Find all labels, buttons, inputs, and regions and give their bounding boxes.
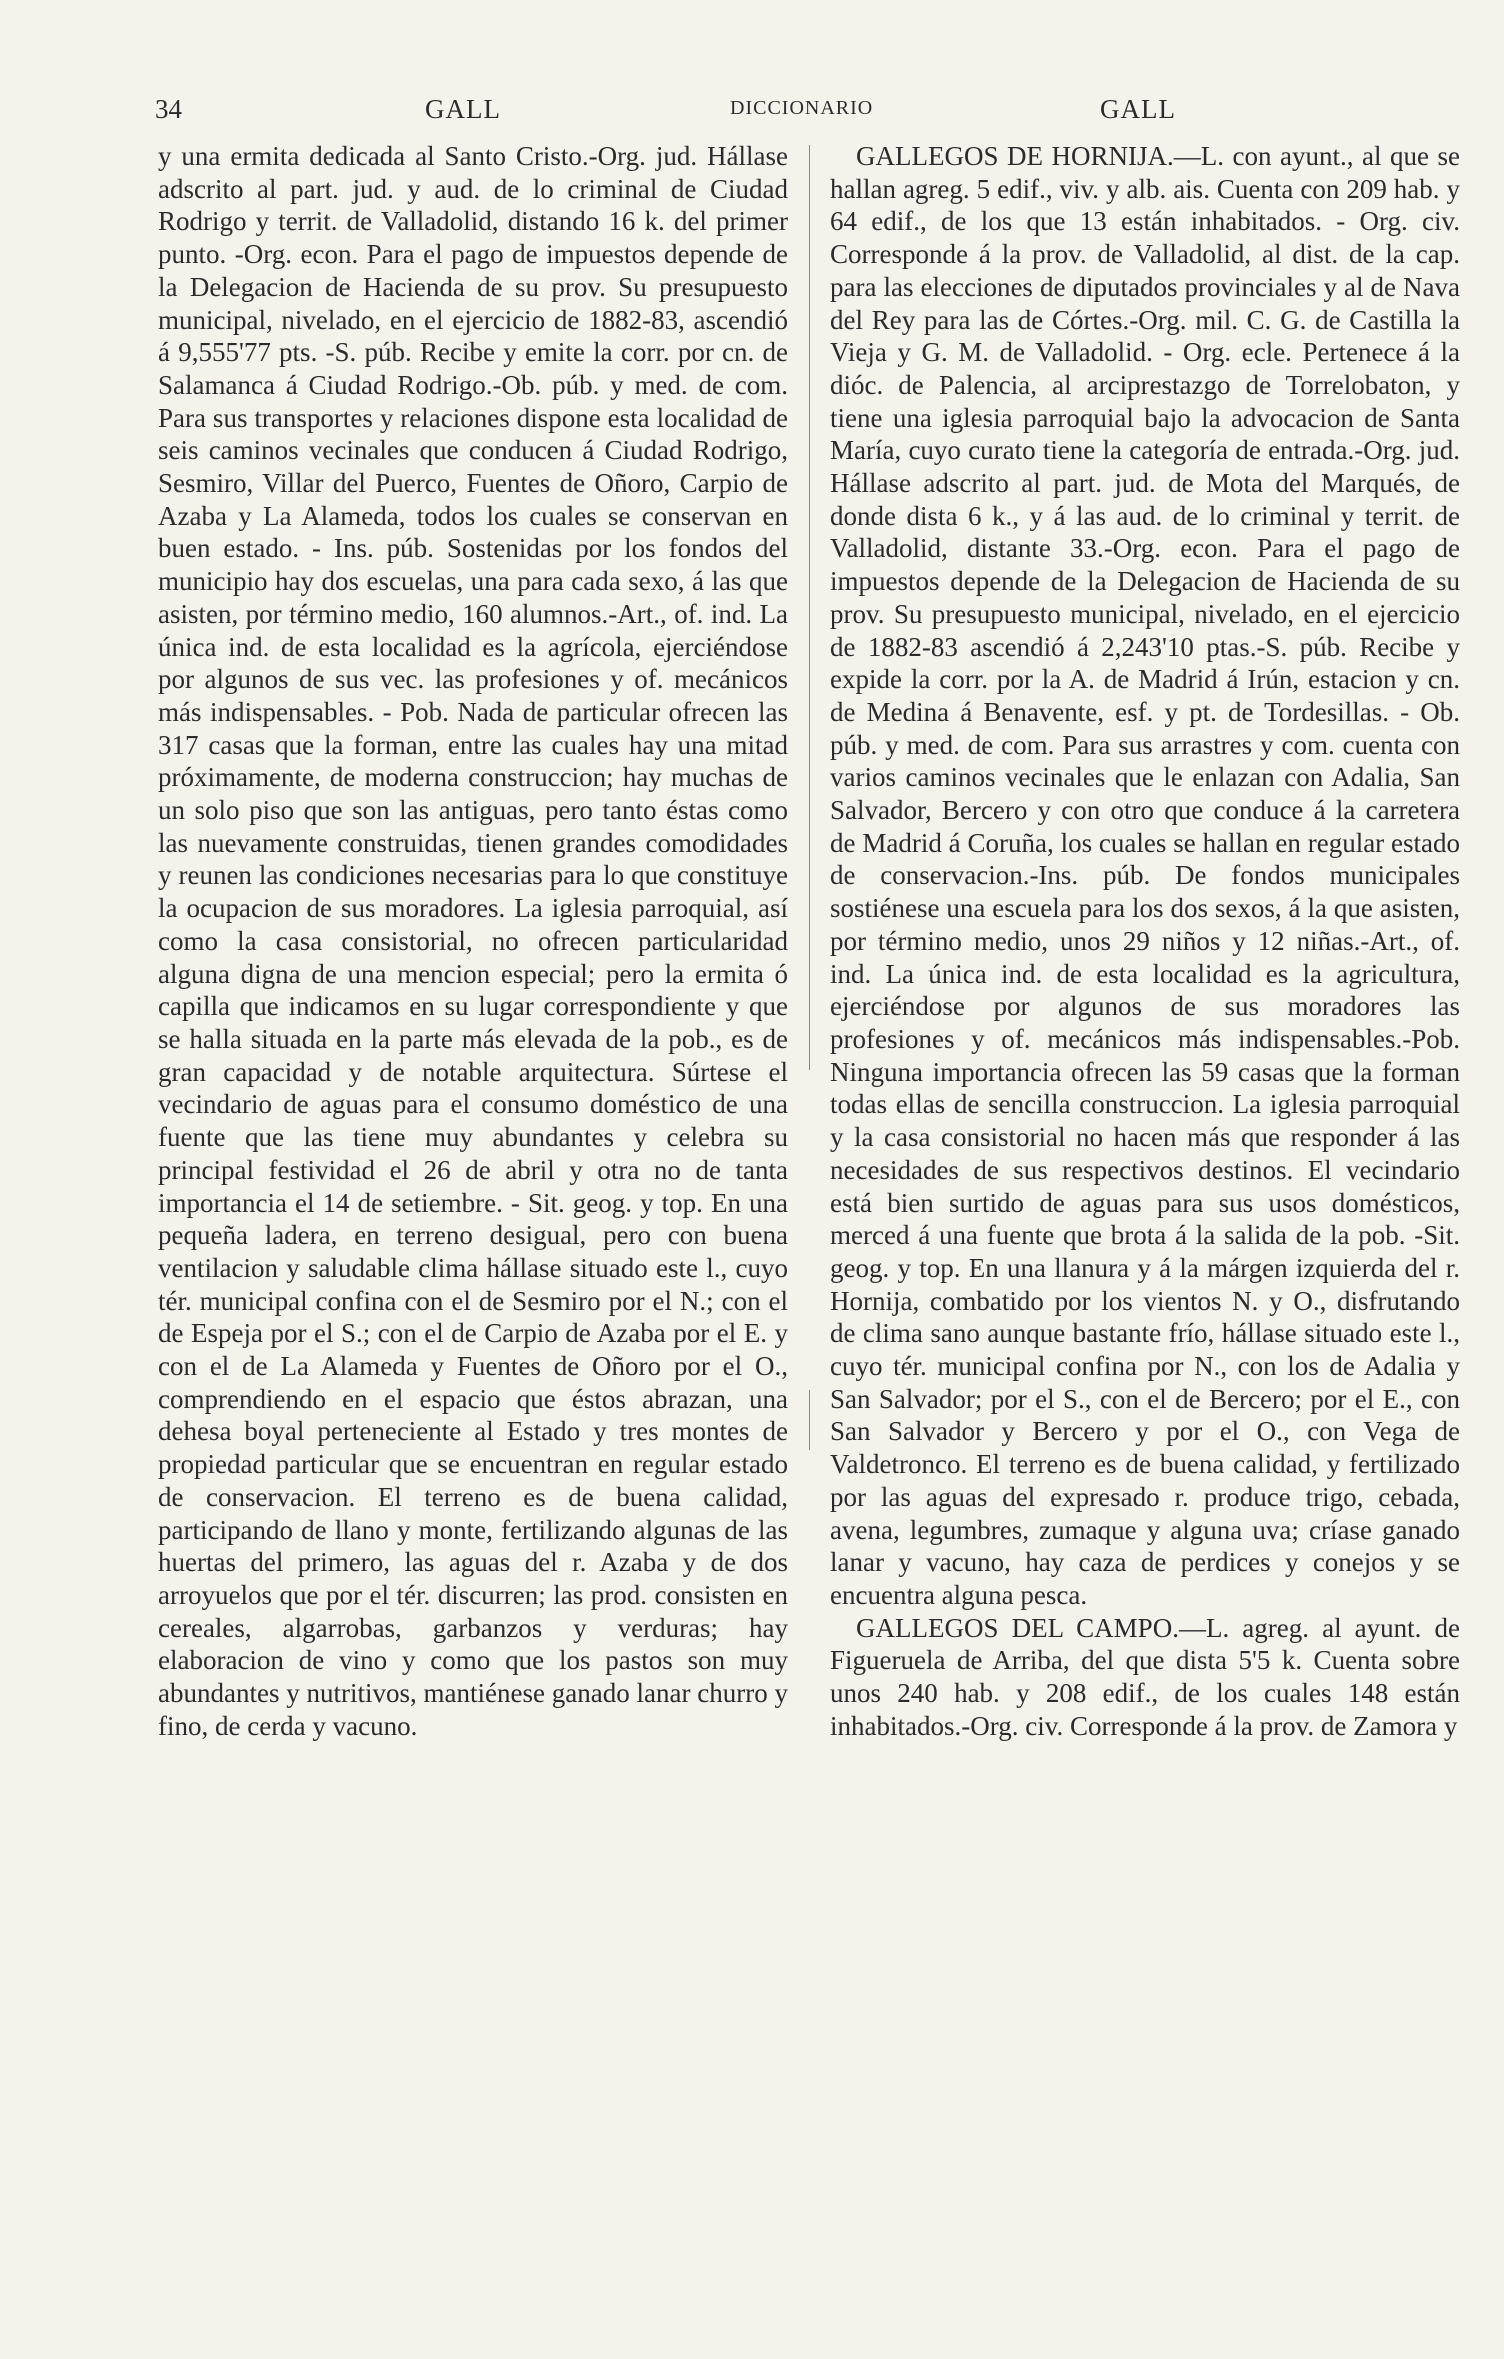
header-right-word: GALL: [1100, 94, 1176, 124]
header-left-word: GALL: [425, 94, 501, 124]
page-header: [155, 94, 1195, 134]
page-number: 34: [155, 94, 182, 124]
column-divider: [809, 145, 810, 1070]
entry-gallegos-del-campo: GALLEGOS DEL CAMPO.—L. agreg. al ayunt. de Figueruela de Arriba, del que dista 5'5 k. Cuenta sobre unos 240 hab. y 208 edif., de los cuales 148 están inhabitados.-Org. civ. Corresponde á la prov. de Zamora y: [830, 1612, 1460, 1741]
left-column: [158, 140, 788, 1742]
header-title: DICCIONARIO: [730, 97, 874, 119]
left-column-text: y una ermita dedicada al Santo Cristo.-Org. jud. Hállase adscrito al part. jud. y aud. de lo criminal de Ciudad Rodrigo y territ. de Valladolid, distando 16 k. del primer punto. -Org. econ. Para el pago de impuestos depende de la Delegacion de Hacienda de su prov. Su presupuesto municipal, nivelado, en el ejercicio de 1882-83, ascendió á 9,555'77 pts. -S. púb. Recibe y emite la corr. por cn. de Salamanca á Ciudad Rodrigo.-Ob. púb. y med. de com. Para sus transportes y relaciones dispone esta localidad de seis caminos vecinales que conducen á Ciudad Rodrigo, Sesmiro, Villar del Puerco, Fuentes de Oñoro, Carpio de Azaba y La Alameda, todos los cuales se conservan en buen estado. - Ins. púb. Sostenidas por los fondos del municipio hay dos escuelas, una para cada sexo, á las que asisten, por término medio, 160 alumnos.-Art., of. ind. La única ind. de esta localidad es la agrícola, ejerciéndose por algunos de sus vec. las profesiones y of. mecánicos más indispensables. - Pob. Nada de particular ofrecen las 317 casas que la forman, entre las cuales hay una mitad próximamente, de moderna construccion; hay muchas de un solo piso que son las antiguas, pero tanto éstas como las nuevamente construidas, tienen grandes comodidades y reunen las condiciones necesarias para lo que constituye la ocupacion de sus moradores. La iglesia parroquial, así como la casa consistorial, no ofrecen particularidad alguna digna de una mencion especial; pero la ermita ó capilla que indicamos en su lugar correspondiente y que se halla situada en la parte más elevada de la pob., es de gran capacidad y de notable arquitectura. Súrtese el vecindario de aguas para el consumo doméstico de una fuente que las tiene muy abundantes y celebra su principal festividad el 26 de abril y otra no de tanta importancia el 14 de setiembre. - Sit. geog. y top. En una pequeña ladera, en terreno desigual, pero con buena ventilacion y saludable clima hállase situado este l., cuyo tér. municipal confina con el de Sesmiro por el N.; con el de Espeja por el S.; con el de Carpio de Azaba por el E. y con el de La Alameda y Fuentes de Oñoro por el O., comprendiendo en el espacio que éstos abrazan, una dehesa boyal perteneciente al Estado y tres montes de propiedad particular que se encuentran en regular estado de conservacion. El terreno es de buena calidad, participando de llano y monte, fertilizando algunas de las huertas del primero, las aguas del r. Azaba y de dos arroyuelos que por el tér. discurren; las prod. consisten en cereales, algarrobas, garbanzos y verduras; hay elaboracion de vino y como que los pastos son muy abundantes y nutritivos, mantiénese ganado lanar churro y fino, de cerda y vacuno.: [158, 141, 788, 1741]
right-column: [830, 140, 1460, 1742]
entry-gallegos-de-hornija: GALLEGOS DE HORNIJA.—L. con ayunt., al que se hallan agreg. 5 edif., viv. y alb. ais. Cuenta con 209 hab. y 64 edif., de los que 13 están inhabitados. - Org. civ. Corresponde á la prov. de Valladolid, al dist. de la cap. para las elecciones de diputados provinciales y al de Nava del Rey para las de Córtes.-Org. mil. C. G. de Castilla la Vieja y G. M. de Valladolid. - Org. ecle. Pertenece á la dióc. de Palencia, al arciprestazgo de Torrelobaton, y tiene una iglesia parroquial bajo la advocacion de Santa María, cuyo curato tiene la categoría de entrada.-Org. jud. Hállase adscrito al part. jud. de Mota del Marqués, de donde dista 6 k., y á las aud. de lo criminal y territ. de Valladolid, distante 33.-Org. econ. Para el pago de impuestos depende de la Delegacion de Hacienda de su prov. Su presupuesto municipal, nivelado, en el ejercicio de 1882-83 ascendió á 2,243'10 ptas.-S. púb. Recibe y expide la corr. por la A. de Madrid á Irún, estacion y cn. de Medina á Benavente, esf. y pt. de Tordesillas. - Ob. púb. y med. de com. Para sus arrastres y com. cuenta con varios caminos vecinales que le enlazan con Adalia, San Salvador, Bercero y con otro que conduce á la carretera de Madrid á Coruña, los cuales se hallan en regular estado de conservacion.-Ins. púb. De fondos municipales sostiénese una escuela para los dos sexos, á la que asisten, por término medio, unos 29 niños y 12 niñas.-Art., of. ind. La única ind. de esta localidad es la agricultura, ejerciéndose por algunos de sus moradores las profesiones y of. mecánicos más indispensables.-Pob. Ninguna importancia ofrecen las 59 casas que la forman todas ellas de sencilla construccion. La iglesia parroquial y la casa consistorial no hacen más que responder á las necesidades de sus respectivos destinos. El vecindario está bien surtido de aguas para sus usos domésticos, merced á una fuente que brota á la salida de la pob. -Sit. geog. y top. En una llanura y á la márgen izquierda del r. Hornija, combatido por los vientos N. y O., disfrutando de clima sano aunque bastante frío, hállase situado este l., cuyo tér. municipal confina por N., con los de Adalia y San Salvador; por el S., con el de Bercero; por el E., con San Salvador y Bercero y por el O., con Vega de Valdetronco. El terreno es de buena calidad, y fertilizado por las aguas del expresado r. produce trigo, cebada, avena, legumbres, zumaque y alguna uva; críase ganado lanar y vacuno, hay caza de perdices y conejos y se encuentra alguna pesca.: [830, 141, 1460, 1610]
column-divider-lower: [809, 1390, 810, 1450]
